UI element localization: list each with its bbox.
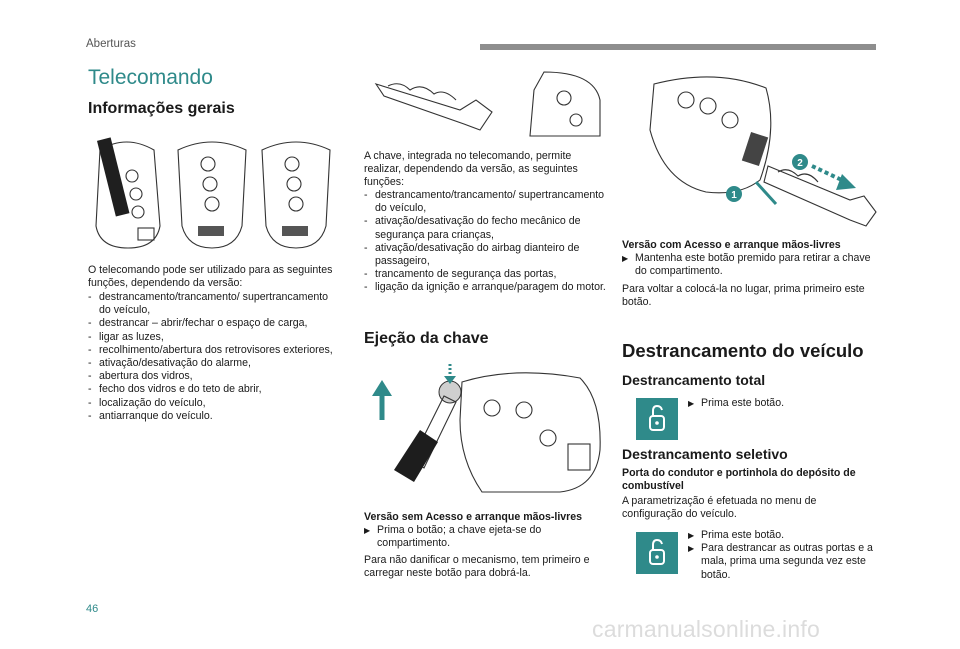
version-without-handsfree: Versão sem Acesso e arranque mãos-livres <box>364 511 583 523</box>
list-item: - ativação/desativação do airbag dianteiro de passageiro, <box>364 241 580 268</box>
list-item: - ativação/desativação do fecho mecânico de segurança para crianças, <box>364 215 581 241</box>
total-unlocking-step: ▶ Prima este botão. <box>688 397 785 409</box>
marker-2: 2 <box>797 158 803 169</box>
list-item: - abertura dos vidros, <box>88 370 193 383</box>
remote-key-1-icon <box>96 137 160 248</box>
list-item: - recolhimento/abertura dos retrovisores exteriores, <box>88 343 333 356</box>
key-blade-illustration <box>364 70 604 140</box>
ejection-note: Para não danificar o mecanismo, tem primeiro e carregar neste botão para dobrá-la. <box>364 554 590 580</box>
list-item: - destrancamento/trancamento/ supertrancamento do veículo, <box>88 291 329 317</box>
watermark: carmanualsonline.info <box>592 616 820 642</box>
list-item: - antiarranque do veículo. <box>88 409 213 422</box>
ejection-heading: Ejeção da chave <box>364 330 489 347</box>
list-item: - fecho dos vidros e do teto de abrir, <box>88 383 262 396</box>
marker-1: 1 <box>731 190 737 201</box>
selective-subheading: Porta do condutor e portinhola do depósito de combustível <box>622 467 856 493</box>
handsfree-step: ▶ Mantenha este botão premido para retirar a chave do compartimento. <box>622 252 871 278</box>
unlock-button-icon <box>636 532 678 574</box>
list-item: - ligação da ignição e arranque/paragem do motor. <box>364 281 606 294</box>
key-functions-list <box>364 189 606 295</box>
general-intro: O telecomando pode ser utilizado para as seguintes funções, dependendo da versão: <box>88 264 333 290</box>
list-item: - ativação/desativação do alarme, <box>88 357 251 370</box>
list-item: - trancamento de segurança das portas, <box>364 268 557 281</box>
ejection-step: ▶ Prima o botão; a chave ejeta-se do compartimento. <box>364 524 542 550</box>
selective-unlocking-heading: Destrancamento seletivo <box>622 446 788 462</box>
unlocking-heading: Destrancamento do veículo <box>622 340 864 361</box>
version-with-handsfree: Versão com Acesso e arranque mãos-livres <box>622 239 841 251</box>
list-item: ▶ Prima este botão. <box>688 529 785 541</box>
list-item: - destrancamento/trancamento/ supertrancamento do veículo, <box>364 189 605 215</box>
list-item: - destrancar – abrir/fechar o espaço de carga, <box>88 317 308 330</box>
key-intro: A chave, integrada no telecomando, permite realizar, dependendo da versão, as seguintes funções: <box>364 150 578 189</box>
general-heading: Informações gerais <box>88 100 235 117</box>
total-unlocking-heading: Destrancamento total <box>622 372 766 388</box>
remote-controls-illustration <box>86 136 336 252</box>
key-ejection-illustration <box>364 360 604 496</box>
handsfree-note: Para voltar a colocá-la no lugar, prima primeiro este botão. <box>622 283 865 309</box>
list-item: ▶ Para destrancar as outras portas e a mala, prima uma segunda vez este botão. <box>688 542 873 581</box>
handsfree-key-illustration <box>636 70 886 234</box>
selective-note: A parametrização é efetuada no menu de configuração do veículo. <box>622 495 817 521</box>
list-item: - localização do veículo, <box>88 396 206 409</box>
header-rule <box>480 44 876 50</box>
page-title: Telecomando <box>88 66 213 89</box>
remote-key-3-icon <box>262 142 330 248</box>
list-item: - ligar as luzes, <box>88 330 164 343</box>
step-arrow-icon: ▶ <box>622 254 629 263</box>
step-arrow-icon: ▶ <box>364 526 371 535</box>
unlock-button-icon <box>636 398 678 440</box>
page-number: 46 <box>86 603 99 615</box>
section-label: Aberturas <box>86 38 136 50</box>
step-arrow-icon: ▶ <box>688 531 695 540</box>
selective-steps <box>688 529 888 582</box>
remote-key-2-icon <box>178 142 246 248</box>
step-arrow-icon: ▶ <box>688 399 695 408</box>
general-functions-list <box>88 291 340 423</box>
step-arrow-icon: ▶ <box>688 544 695 554</box>
